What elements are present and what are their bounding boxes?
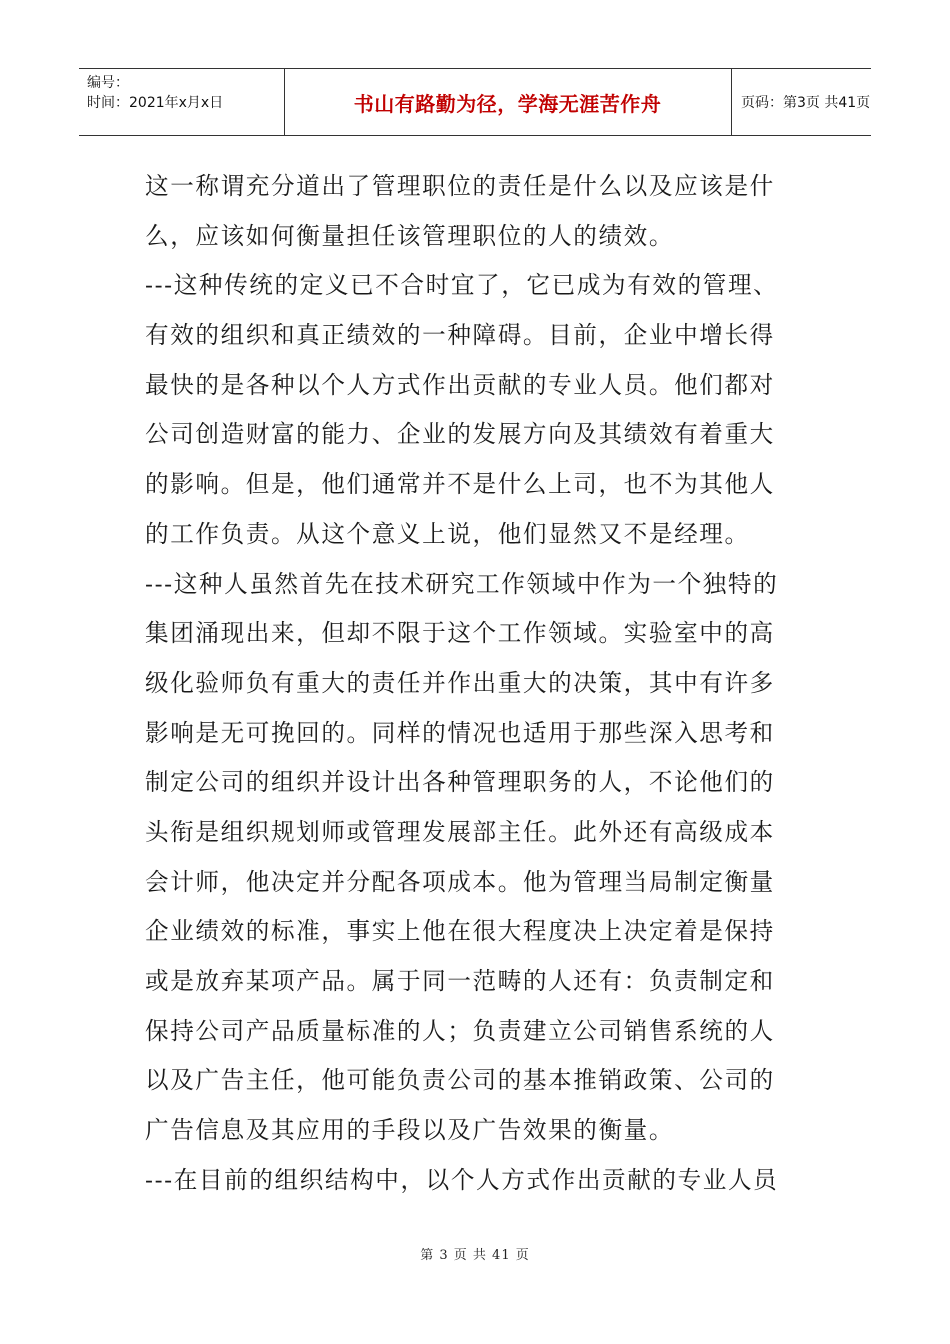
body-line: 级化验师负有重大的责任并作出重大的决策，其中有许多 — [145, 668, 775, 697]
document-time-label: 时间：2021年x月x日 — [87, 95, 224, 111]
body-line: 最快的是各种以个人方式作出贡献的专业人员。他们都对 — [145, 370, 775, 399]
body-line: 会计师，他决定并分配各项成本。他为管理当局制定衡量 — [145, 867, 775, 896]
footer-page-number: 第 3 页 共 41 页 — [420, 1248, 530, 1263]
body-line: 头衔是组织规划师或管理发展部主任。此外还有高级成本 — [145, 817, 775, 846]
body-line: 影响是无可挽回的。同样的情况也适用于那些深入思考和 — [145, 718, 775, 747]
header-page-cell — [731, 69, 871, 135]
body-line: 广告信息及其应用的手段以及广告效果的衡量。 — [145, 1116, 675, 1145]
body-line: 以及广告主任，他可能负责公司的基本推销政策、公司的 — [145, 1066, 775, 1095]
body-line: 的工作负责。从这个意义上说，他们显然又不是经理。 — [145, 519, 750, 548]
document-number-label: 编号： — [87, 75, 129, 91]
body-line: 集团涌现出来，但却不限于这个工作领域。实验室中的高 — [145, 619, 775, 648]
body-line: 的影响。但是，他们通常并不是什么上司，也不为其他人 — [145, 470, 775, 499]
body-line: 或是放弃某项产品。属于同一范畴的人还有：负责制定和 — [145, 967, 775, 995]
header-motto-cell — [284, 69, 732, 135]
header-meta-cell — [79, 69, 285, 135]
body-line: 么，应该如何衡量担任该管理职位的人的绩效。 — [145, 221, 675, 250]
page-footer — [0, 1244, 950, 1263]
body-line: 公司创造财富的能力、企业的发展方向及其绩效有着重大 — [145, 420, 775, 449]
body-line: 这一称谓充分道出了管理职位的责任是什么以及应该是什 — [145, 172, 775, 200]
body-line: ---这种人虽然首先在技术研究工作领域中作为一个独特的 — [145, 569, 779, 598]
document-body — [145, 162, 810, 1205]
header-page-label: 页码：第3页 共41页 — [741, 95, 871, 111]
body-line: 制定公司的组织并设计出各种管理职务的人，不论他们的 — [145, 768, 775, 797]
body-line: 有效的组织和真正绩效的一种障碍。目前，企业中增长得 — [145, 321, 775, 350]
body-line: 企业绩效的标准，事实上他在很大程度决上决定着是保持 — [145, 917, 775, 946]
body-line: 保持公司产品质量标准的人；负责建立公司销售系统的人 — [145, 1016, 775, 1045]
header-motto: 书山有路勤为径，学海无涯苦作舟 — [353, 91, 662, 116]
document-header — [79, 68, 871, 136]
body-line: ---这种传统的定义已不合时宜了，它已成为有效的管理、 — [145, 271, 779, 300]
body-line: ---在目前的组织结构中，以个人方式作出贡献的专业人员 — [145, 1165, 779, 1194]
